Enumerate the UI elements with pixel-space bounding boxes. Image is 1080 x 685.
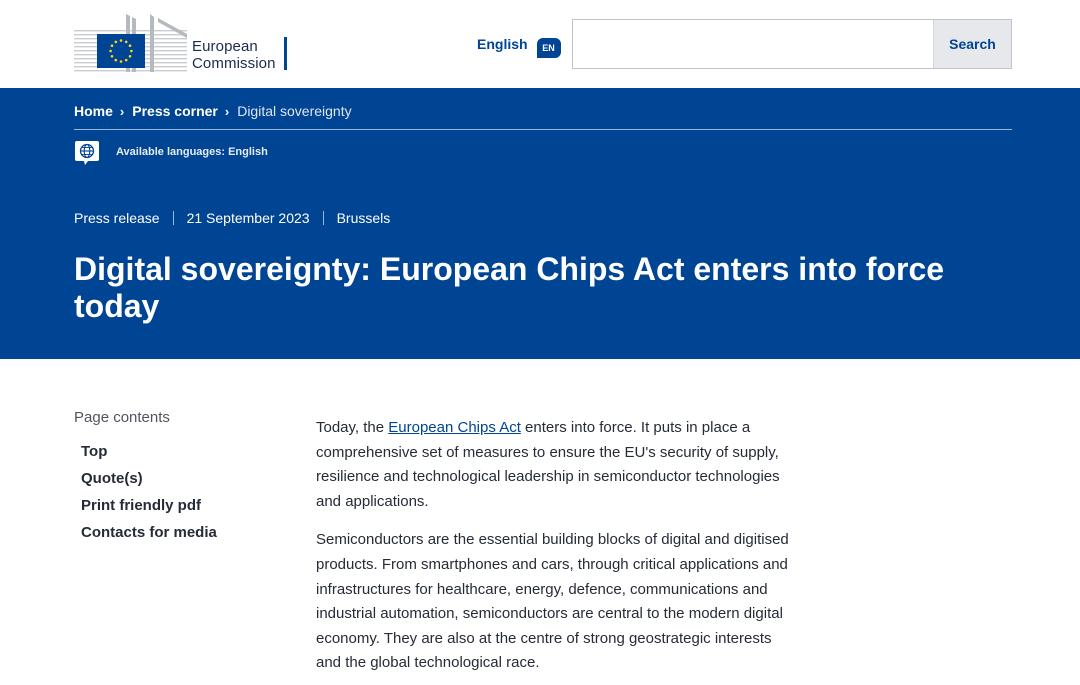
- logo-wordmark: [192, 38, 276, 72]
- available-languages: [74, 140, 268, 164]
- article-paragraph: [316, 416, 796, 514]
- meta-type: Press release: [74, 210, 160, 226]
- page-banner: [0, 88, 1080, 359]
- press-meta: [74, 210, 390, 226]
- breadcrumb-press-corner[interactable]: Press corner: [132, 103, 218, 119]
- banner-divider: [74, 129, 1012, 130]
- search-input[interactable]: [573, 20, 933, 68]
- toc-item-top[interactable]: Top: [81, 443, 108, 460]
- globe-icon: [74, 140, 100, 164]
- chevron-right-icon: ›: [224, 103, 230, 119]
- toc-item-print-pdf[interactable]: Print friendly pdf: [81, 497, 201, 514]
- meta-separator: [323, 211, 324, 225]
- search-button[interactable]: Search: [933, 20, 1011, 68]
- european-chips-act-link[interactable]: European Chips Act: [388, 419, 521, 436]
- p1-intro: Today, the: [316, 419, 389, 436]
- meta-date: 21 September 2023: [186, 210, 310, 226]
- language-selector[interactable]: [477, 34, 561, 54]
- toc-item-quotes[interactable]: Quote(s): [81, 470, 143, 487]
- article-body: [316, 416, 796, 685]
- page-title: Digital sovereignty: European Chips Act enters into force today: [74, 251, 945, 324]
- speech-bubble-icon: EN: [537, 38, 561, 58]
- chevron-right-icon: ›: [119, 103, 125, 119]
- article-paragraph: Semiconductors are the essential building blocks of digital and digitised products. From smartphones and cars, through critical applications and infrastructures for healthcare, energy, defence, communications and industrial automation, semiconductors are central to the modern digital economy. They are also at the centre of strong geostrategic interests and the global technological race.: [316, 531, 789, 672]
- logo-divider: [284, 37, 287, 70]
- toc-item-contacts[interactable]: Contacts for media: [81, 524, 217, 541]
- search-form: [572, 19, 1012, 69]
- available-languages-text: Available languages: English: [116, 146, 268, 158]
- site-header: [0, 0, 1080, 88]
- logo-line-european: European: [192, 38, 258, 55]
- breadcrumb-home[interactable]: Home: [74, 103, 113, 119]
- language-label: English: [477, 36, 528, 52]
- p1-rest: enters into force. It puts in place a comprehensive set of measures to ensure the EU's security of supply, resilience and technological leadership in semiconductor technologies and applications.: [316, 419, 780, 510]
- breadcrumb-current: Digital sovereignty: [237, 103, 352, 119]
- breadcrumb: [74, 103, 352, 119]
- page-contents-heading: Page contents: [74, 409, 170, 426]
- meta-location: Brussels: [336, 210, 391, 226]
- eu-flag-icon: [97, 34, 145, 68]
- page-contents-nav: [81, 443, 217, 551]
- meta-separator: [173, 211, 174, 225]
- logo-line-commission: Commission: [192, 55, 276, 72]
